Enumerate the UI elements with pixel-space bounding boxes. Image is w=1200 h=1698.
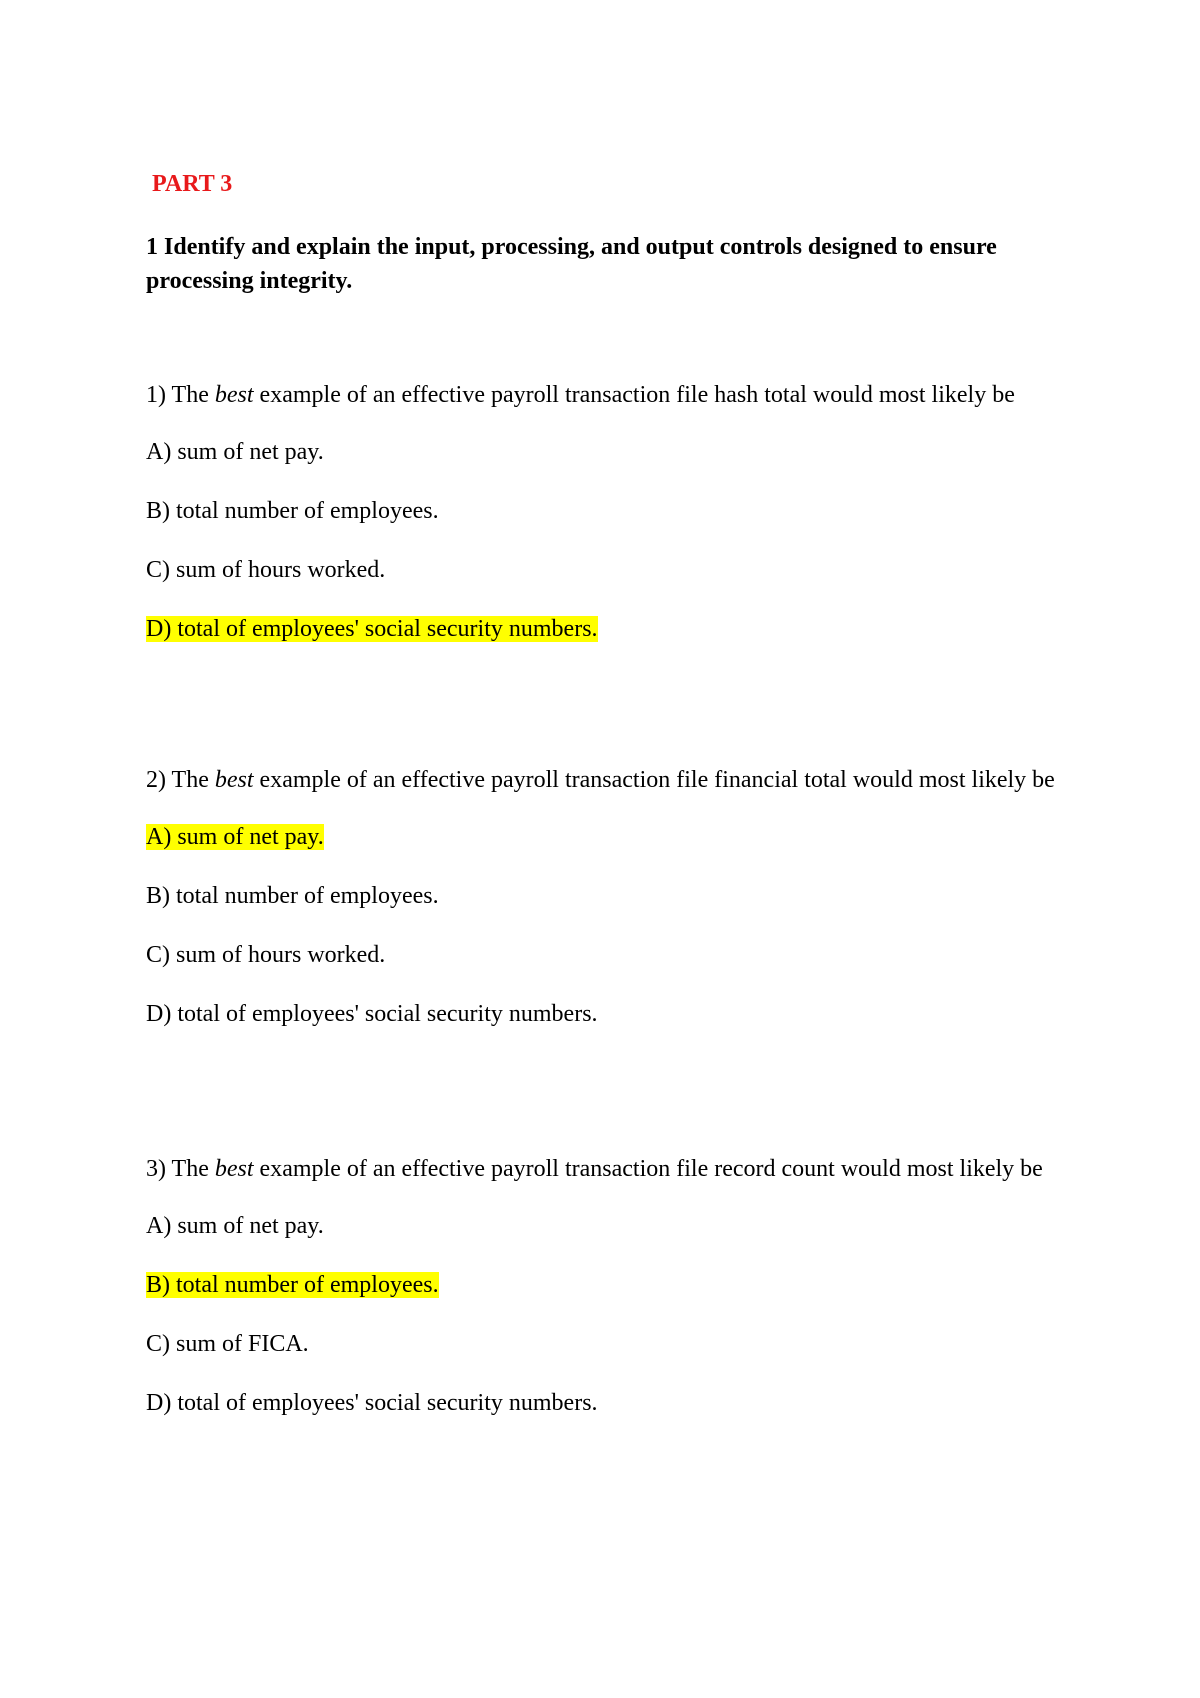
answer-option-b: B) total number of employees. — [146, 498, 439, 524]
emphasis-word: best — [214, 767, 254, 793]
question-stem: 2) The best example of an effective payroll transaction file financial total would most likely be — [146, 767, 1055, 793]
question-stem: 3) The best example of an effective payroll transaction file record count would most likely be — [146, 1156, 1043, 1182]
answer-option-a: A) sum of net pay. — [146, 1213, 324, 1239]
question-2 — [146, 763, 1076, 1057]
answer-option-c: C) sum of hours worked. — [146, 942, 386, 968]
answer-option-c: C) sum of FICA. — [146, 1331, 309, 1357]
answer-option-b-correct: B) total number of employees. — [146, 1272, 439, 1298]
answer-option-c: C) sum of hours worked. — [146, 557, 386, 583]
answer-option-d: D) total of employees' social security numbers. — [146, 1001, 598, 1027]
answer-option-d: D) total of employees' social security numbers. — [146, 1390, 598, 1416]
answer-option-a-correct: A) sum of net pay. — [146, 824, 324, 850]
question-stem: 1) The best example of an effective payroll transaction file hash total would most likely be — [146, 382, 1015, 408]
emphasis-word: best — [214, 382, 254, 408]
part-title: PART 3 — [152, 171, 233, 197]
answer-option-a: A) sum of net pay. — [146, 439, 324, 465]
question-3 — [146, 1152, 1076, 1446]
answer-option-b: B) total number of employees. — [146, 883, 439, 909]
learning-objective: 1 Identify and explain the input, processing, and output controls designed to ensure processing integrity. — [146, 234, 997, 294]
question-1 — [146, 378, 1076, 672]
answer-option-d-correct: D) total of employees' social security numbers. — [146, 616, 598, 642]
emphasis-word: best — [214, 1156, 254, 1182]
